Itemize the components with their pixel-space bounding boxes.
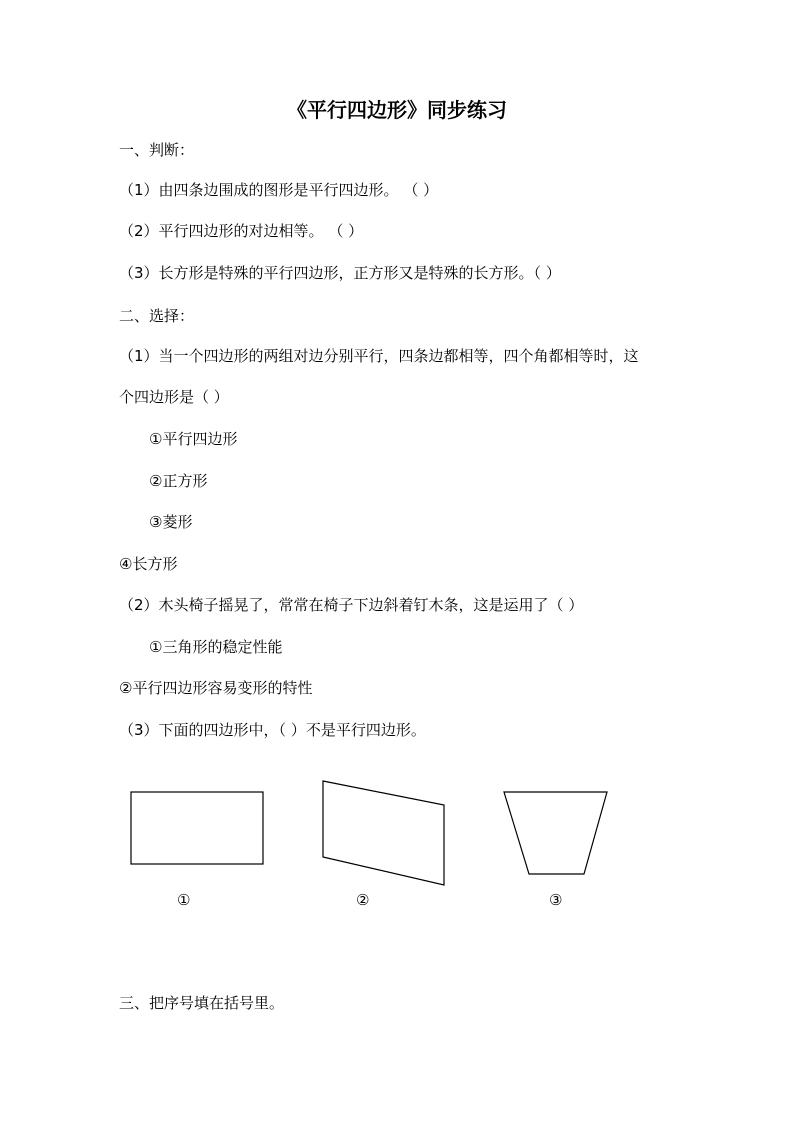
figure-label-3: ③: [549, 891, 563, 909]
choice-question-1-option-1: ①平行四边形: [149, 430, 238, 448]
figure-trapezoid: [504, 792, 607, 874]
choice-question-3: （3）下面的四边形中，（ ）不是平行四边形。: [119, 721, 426, 739]
section-heading-choice: 二、选择：: [119, 307, 195, 325]
figure-label-1: ①: [177, 891, 191, 909]
judge-question-1: （1）由四条边围成的图形是平行四边形。 （ ）: [119, 181, 439, 199]
judge-question-3: （3）长方形是特殊的平行四边形，正方形又是特殊的长方形。（ ）: [119, 264, 561, 282]
section-heading-judge: 一、判断：: [119, 141, 195, 159]
section-heading-fill: 三、把序号填在括号里。: [119, 994, 285, 1012]
choice-question-2: （2）木头椅子摇晃了，常常在椅子下边斜着钉木条，这是运用了（ ）: [119, 596, 584, 614]
choice-question-1-line-2: 个四边形是（ ）: [119, 388, 229, 406]
choice-question-2-option-1: ①三角形的稳定性能: [149, 638, 283, 656]
figure-parallelogram: [323, 781, 444, 885]
figure-label-2: ②: [356, 891, 370, 909]
choice-question-1-option-3: ③菱形: [149, 513, 193, 531]
choice-question-1-line-1: （1）当一个四边形的两组对边分别平行，四条边都相等，四个角都相等时，这: [119, 347, 639, 365]
page-title: 《平行四边形》同步练习: [287, 98, 507, 122]
choice-question-2-option-2: ②平行四边形容易变形的特性: [119, 679, 313, 697]
choice-question-1-option-2: ②正方形: [149, 472, 208, 490]
figure-rectangle: [131, 792, 263, 864]
choice-question-1-option-4: ④长方形: [119, 555, 178, 573]
judge-question-2: （2）平行四边形的对边相等。 （ ）: [119, 222, 364, 240]
